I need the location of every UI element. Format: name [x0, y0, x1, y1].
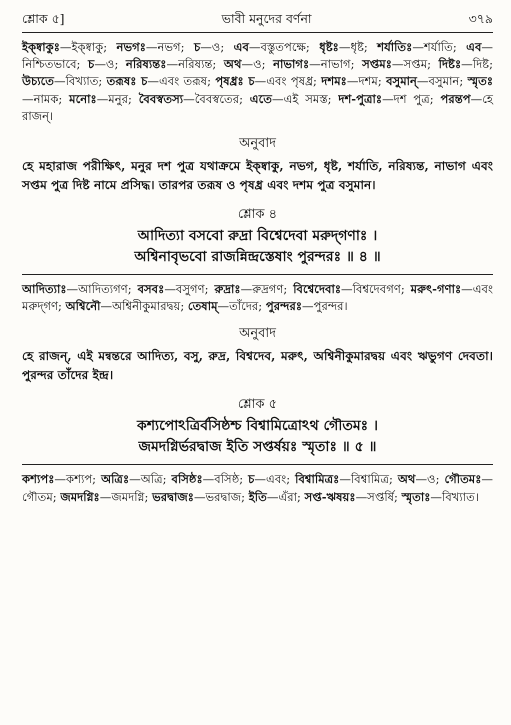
gloss-word: বসুমান্ [386, 74, 417, 89]
gloss-meaning: —এই সমস্ত; [271, 91, 339, 106]
gloss-word: চ [248, 472, 255, 487]
gloss-meaning: —অত্রি; [129, 472, 172, 487]
gloss-word: অশ্বিনৌ [65, 299, 101, 314]
gloss-word: গৌতমঃ [444, 472, 482, 487]
gloss-word: বৈবস্বতস্য [138, 91, 184, 106]
gloss-meaning: —নিশ্চিতভাবে; [22, 40, 493, 72]
gloss-meaning: —বিখ্যাত; [54, 74, 107, 89]
gloss-meaning: —মনুর; [96, 91, 139, 106]
gloss-meaning: —সপ্তর্ষি; [355, 489, 402, 504]
gloss-meaning: —বসিষ্ঠ; [202, 472, 249, 487]
header-chapter-title: ভাবী মনুদের বর্ণনা [221, 11, 312, 26]
gloss-word: অথ [223, 57, 242, 72]
translation-heading-4: অনুবাদ [239, 326, 276, 342]
gloss-meaning: —ও; [94, 57, 126, 72]
gloss-meaning: —এবং পৃষধ্র; [254, 74, 322, 89]
gloss-meaning: —নাভাগ; [309, 57, 363, 72]
gloss-meaning: —দিষ্ট; [461, 57, 494, 72]
gloss-meaning: —এবং তরূষ; [147, 74, 216, 89]
gloss-word: পৃষধ্রঃ চ [215, 74, 255, 89]
gloss-meaning: —বিশ্বদেবগণ; [341, 282, 411, 297]
gloss-word: জমদগ্নিঃ [60, 489, 100, 504]
gloss-meaning: —তাঁদের; [217, 299, 266, 314]
verse-4 [22, 226, 493, 275]
gloss-word: কশ্যপঃ [22, 472, 55, 487]
gloss-word: চ [193, 40, 201, 54]
word-for-word-3 [22, 39, 493, 125]
gloss-word: ভরদ্বাজঃ [152, 489, 194, 504]
gloss-word: ধৃষ্টঃ [319, 40, 339, 54]
gloss-meaning: —হে রাজন্। [22, 91, 493, 123]
gloss-word: বসিষ্ঠঃ [171, 472, 203, 487]
gloss-meaning: —সপ্তম; [391, 57, 439, 72]
gloss-meaning: —বসুমান; [416, 74, 468, 89]
gloss-word: মনোঃ [69, 91, 97, 106]
gloss-word: উচ্যতে [22, 74, 55, 89]
gloss-meaning: —নরিষ্যন্ত; [166, 57, 224, 72]
verse-5-line-2: জমদগ্নির্ভরদ্বাজ ইতি সপ্তর্ষয়ঃ স্মৃতাঃ ॥ ৫ ॥ [138, 439, 377, 456]
gloss-word: চ [88, 57, 95, 72]
translation-heading-3: অনুবাদ [239, 136, 276, 152]
gloss-word: স্মৃতঃ [467, 74, 493, 89]
verse-label-4: শ্লোক ৪ [237, 207, 278, 223]
gloss-word: দশ-পুত্রাঃ [338, 91, 383, 106]
gloss-meaning: —গৌতম; [22, 472, 493, 504]
gloss-word: শর্যাতিঃ [377, 40, 413, 54]
gloss-word: দশমঃ [321, 74, 347, 89]
gloss-word: অত্রিঃ [101, 472, 130, 487]
verse-5 [22, 416, 493, 465]
verse-label-5: শ্লোক ৫ [237, 397, 278, 413]
gloss-word: স্মৃতাঃ [401, 489, 431, 504]
gloss-word: নাভাগঃ [273, 57, 310, 72]
gloss-meaning: —ধৃষ্ট; [338, 40, 378, 54]
translation-3: হে মহারাজ পরীক্ষিৎ, মনুর দশ পুত্র যথাক্রমে ইক্ষ্বাকু, নভগ, ধৃষ্ট, শর্যাতি, নরিষ্যন্ত, নাভাগ এবং সপ্তম পুত্র দিষ্ট নামে প্রসিদ্ধ। তারপর তরূষ ও পৃষধ্র এবং দশম পুত্র বসুমান। [22, 159, 493, 192]
verse-5-line-1: কশ্যপোঽত্রির্বসিষ্ঠশ্চ বিশ্বামিত্রোঽথ গৌতমঃ । [136, 418, 378, 435]
gloss-meaning: —কশ্যপ; [54, 472, 102, 487]
gloss-meaning: —পুরন্দর। [302, 299, 348, 314]
gloss-word: সপ্তমঃ [362, 57, 392, 72]
word-for-word-4 [22, 281, 493, 315]
gloss-word: ইক্ষ্বাকুঃ [22, 40, 60, 54]
gloss-word: নরিষ্যন্তঃ [125, 57, 167, 72]
gloss-meaning: —দশ পুত্র; [382, 91, 441, 106]
gloss-word: নভগঃ [116, 40, 146, 54]
gloss-word: পুরন্দরঃ [265, 299, 302, 314]
running-header [22, 10, 493, 33]
gloss-word: সপ্ত-ঋষয়ঃ [304, 489, 356, 504]
gloss-meaning: —এবং; [254, 472, 296, 487]
gloss-word: ইতি [248, 489, 267, 504]
gloss-word: পরন্তপ [440, 91, 471, 106]
gloss-meaning: —বৈবস্বতের; [183, 91, 250, 106]
verse-4-line-1: আদিত্যা বসবো রুদ্রা বিশ্বেদেবা মরুদ্‌গণাঃ । [137, 228, 378, 245]
gloss-word: রুদ্রাঃ [214, 282, 241, 297]
gloss-meaning: —ও; [200, 40, 234, 54]
gloss-meaning: —বিখ্যাত। [430, 489, 479, 504]
gloss-meaning: —ও; [415, 472, 445, 487]
gloss-word: বিশ্বামিত্রঃ [295, 472, 340, 487]
translation-4: হে রাজন্, এই মন্বন্তরে আদিত্য, বসু, রুদ্র, বিশ্বদেব, মরুৎ, অশ্বিনীকুমারদ্বয় এবং ঋভুগণ দেবতা। পুরন্দর তাঁদের ইন্দ্র। [22, 349, 493, 382]
gloss-word: মরুৎ-গণাঃ [410, 282, 462, 297]
gloss-meaning: —ও; [241, 57, 274, 72]
gloss-word: বসবঃ [137, 282, 165, 297]
gloss-meaning: —আদিত্যগণ; [66, 282, 138, 297]
header-page-number: ৩৭৯ [468, 11, 493, 26]
gloss-meaning: —ইক্ষ্বাকু; [59, 40, 117, 54]
gloss-meaning: —দশম; [346, 74, 387, 89]
gloss-meaning: —শর্যাতি; [412, 40, 467, 54]
verse-4-line-2: অশ্বিনাবৃভবো রাজন্নিন্দ্রস্তেষাং পুরন্দরঃ ॥ ৪ ॥ [134, 249, 381, 266]
gloss-meaning: —ভরদ্বাজ; [193, 489, 249, 504]
gloss-meaning: —এবং মরুদ্‌গণ; [22, 282, 493, 314]
gloss-word: আদিত্যাঃ [22, 282, 67, 297]
gloss-meaning: —এঁরা; [266, 489, 305, 504]
word-for-word-5 [22, 471, 493, 505]
gloss-word: তেষাম্ [187, 299, 218, 314]
header-verse-ref: শ্লোক ৫] [22, 11, 65, 26]
gloss-meaning: —বিশ্বামিত্র; [339, 472, 398, 487]
gloss-meaning: —নামক; [22, 91, 70, 106]
gloss-meaning: —নভগ; [145, 40, 194, 54]
gloss-word: অথ [397, 472, 416, 487]
gloss-meaning: —রুদ্রগণ; [240, 282, 294, 297]
gloss-meaning: —অশ্বিনীকুমারদ্বয়; [100, 299, 188, 314]
gloss-word: এব [233, 40, 249, 54]
gloss-word: তরূষঃ চ [106, 74, 148, 89]
gloss-word: বিশ্বেদেবাঃ [293, 282, 342, 297]
gloss-meaning: —বসুগণ; [164, 282, 215, 297]
gloss-meaning: —বস্তুতপক্ষে; [248, 40, 320, 54]
gloss-word: এতে [249, 91, 272, 106]
gloss-meaning: —জমদগ্নি; [99, 489, 153, 504]
gloss-word: দিষ্টঃ [438, 57, 462, 72]
gloss-word: এব [466, 40, 482, 54]
